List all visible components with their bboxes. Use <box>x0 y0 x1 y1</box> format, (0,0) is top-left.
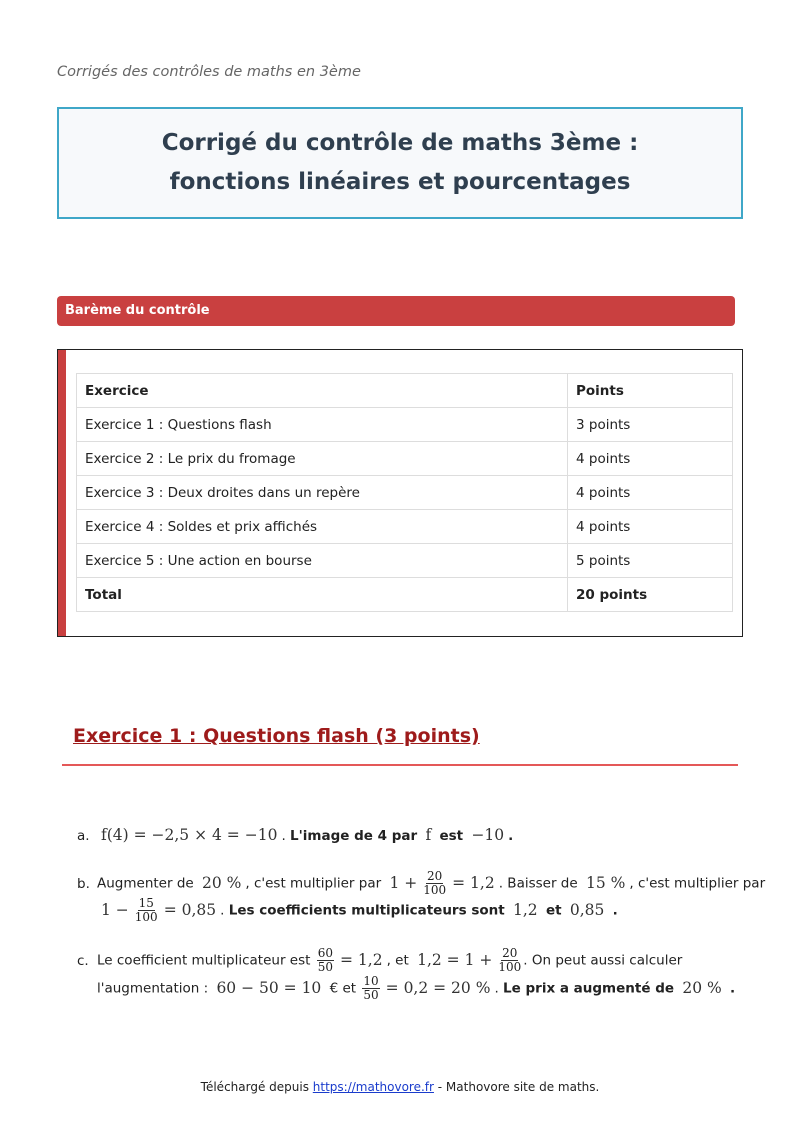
cell-points: 4 points <box>568 510 733 544</box>
math-expression: −10 <box>471 826 505 844</box>
question-c-line1 <box>77 947 682 974</box>
cell-exercice: Exercice 2 : Le prix du fromage <box>77 442 568 476</box>
text: Le coefficient multiplicateur est <box>97 952 311 969</box>
table-row <box>77 476 733 510</box>
table-total-row <box>77 578 733 612</box>
denominator: 100 <box>498 960 522 974</box>
text: l'augmentation : <box>97 980 209 997</box>
text: . <box>281 828 286 844</box>
question-label: b. <box>77 875 90 892</box>
page-subtitle: Corrigés des contrôles de maths en 3ème <box>57 64 361 80</box>
denominator: 50 <box>317 960 334 974</box>
numerator: 15 <box>138 896 154 910</box>
math-expression: 15 % <box>585 873 626 892</box>
footer-prefix: Téléchargé depuis <box>200 1080 313 1094</box>
text: . <box>220 902 229 919</box>
math-expression: f <box>425 826 432 844</box>
page-title: Corrigé du contrôle de maths 3ème : fonctions linéaires et pourcentages <box>161 130 639 195</box>
text: . <box>494 980 499 997</box>
question-label: c. <box>77 952 89 969</box>
denominator: 100 <box>134 910 158 924</box>
cell-exercice: Exercice 1 : Questions flash <box>77 408 568 442</box>
numerator: 20 <box>502 946 518 960</box>
text: . <box>508 828 514 844</box>
math-expression: f(4) = −2,5 × 4 = −10 <box>101 826 278 844</box>
answer-text: et <box>545 902 562 919</box>
table-row <box>77 408 733 442</box>
math-expression: 20 % <box>682 978 722 997</box>
total-label: Total <box>77 578 568 612</box>
math-expression: 20 % <box>202 873 242 892</box>
table-row <box>77 510 733 544</box>
cell-exercice: Exercice 5 : Une action en bourse <box>77 544 568 578</box>
footer-suffix: - Mathovore site de maths. <box>433 1080 600 1094</box>
math-expression: 1,2 = 1 + <box>417 950 493 969</box>
denominator: 50 <box>363 988 379 1002</box>
denominator: 100 <box>423 883 447 897</box>
math-expression: = 1,2 <box>340 950 383 969</box>
bareme-table-box <box>57 349 743 637</box>
question-label: a. <box>77 828 90 844</box>
question-a <box>77 826 513 844</box>
bareme-section-title: Barème du contrôle <box>57 296 735 326</box>
answer-text: Les coefficients multiplicateurs sont <box>228 902 505 919</box>
text: . On peut aussi calculer <box>523 952 683 969</box>
header-points: Points <box>568 374 733 408</box>
cell-exercice: Exercice 3 : Deux droites dans un repère <box>77 476 568 510</box>
fraction <box>498 947 521 974</box>
cell-points: 5 points <box>568 544 733 578</box>
cell-points: 4 points <box>568 476 733 510</box>
question-b-line2 <box>97 897 618 924</box>
fraction <box>423 870 446 897</box>
text: . Baisser de <box>498 875 578 892</box>
answer-text: L'image de 4 par <box>290 828 418 844</box>
table-row <box>77 544 733 578</box>
table-row <box>77 442 733 476</box>
math-expression: 60 − 50 = 10 <box>216 978 322 997</box>
math-expression: 1 + <box>389 873 418 892</box>
numerator: 20 <box>427 869 443 883</box>
numerator: 10 <box>363 974 379 988</box>
numerator: 60 <box>317 946 334 960</box>
answer-text: Le prix a augmenté de <box>503 980 675 997</box>
math-expression: = 0,85 <box>163 900 217 919</box>
math-expression: 1 − <box>101 900 129 919</box>
total-points: 20 points <box>568 578 733 612</box>
exercise-1-heading: Exercice 1 : Questions flash (3 points) <box>73 725 480 747</box>
header-exercice: Exercice <box>77 374 568 408</box>
table-header-row <box>77 374 733 408</box>
math-expression: 1,2 <box>513 900 538 919</box>
math-expression: 0,85 <box>569 900 605 919</box>
heading-divider <box>62 764 738 766</box>
text: Augmenter de <box>97 875 194 892</box>
footer-link[interactable]: https://mathovore.fr <box>312 1080 434 1094</box>
question-c-line2 <box>97 975 735 1002</box>
text: , c'est multiplier par <box>245 875 382 892</box>
cell-points: 4 points <box>568 442 733 476</box>
fraction <box>317 947 334 974</box>
text: , c'est multiplier par <box>629 875 766 892</box>
footer <box>0 1080 800 1094</box>
text: . <box>730 980 736 997</box>
answer-text: est <box>439 828 464 844</box>
text: . <box>612 902 618 919</box>
cell-exercice: Exercice 4 : Soldes et prix affichés <box>77 510 568 544</box>
bareme-table <box>76 373 733 612</box>
title-box <box>57 107 743 219</box>
text: € et <box>329 980 357 997</box>
accent-bar <box>58 350 66 636</box>
math-expression: = 0,2 = 20 % <box>385 978 491 997</box>
fraction <box>362 975 379 1002</box>
text: , et <box>386 952 409 969</box>
cell-points: 3 points <box>568 408 733 442</box>
question-b-line1 <box>77 870 765 897</box>
math-expression: = 1,2 <box>452 873 495 892</box>
fraction <box>135 897 158 924</box>
